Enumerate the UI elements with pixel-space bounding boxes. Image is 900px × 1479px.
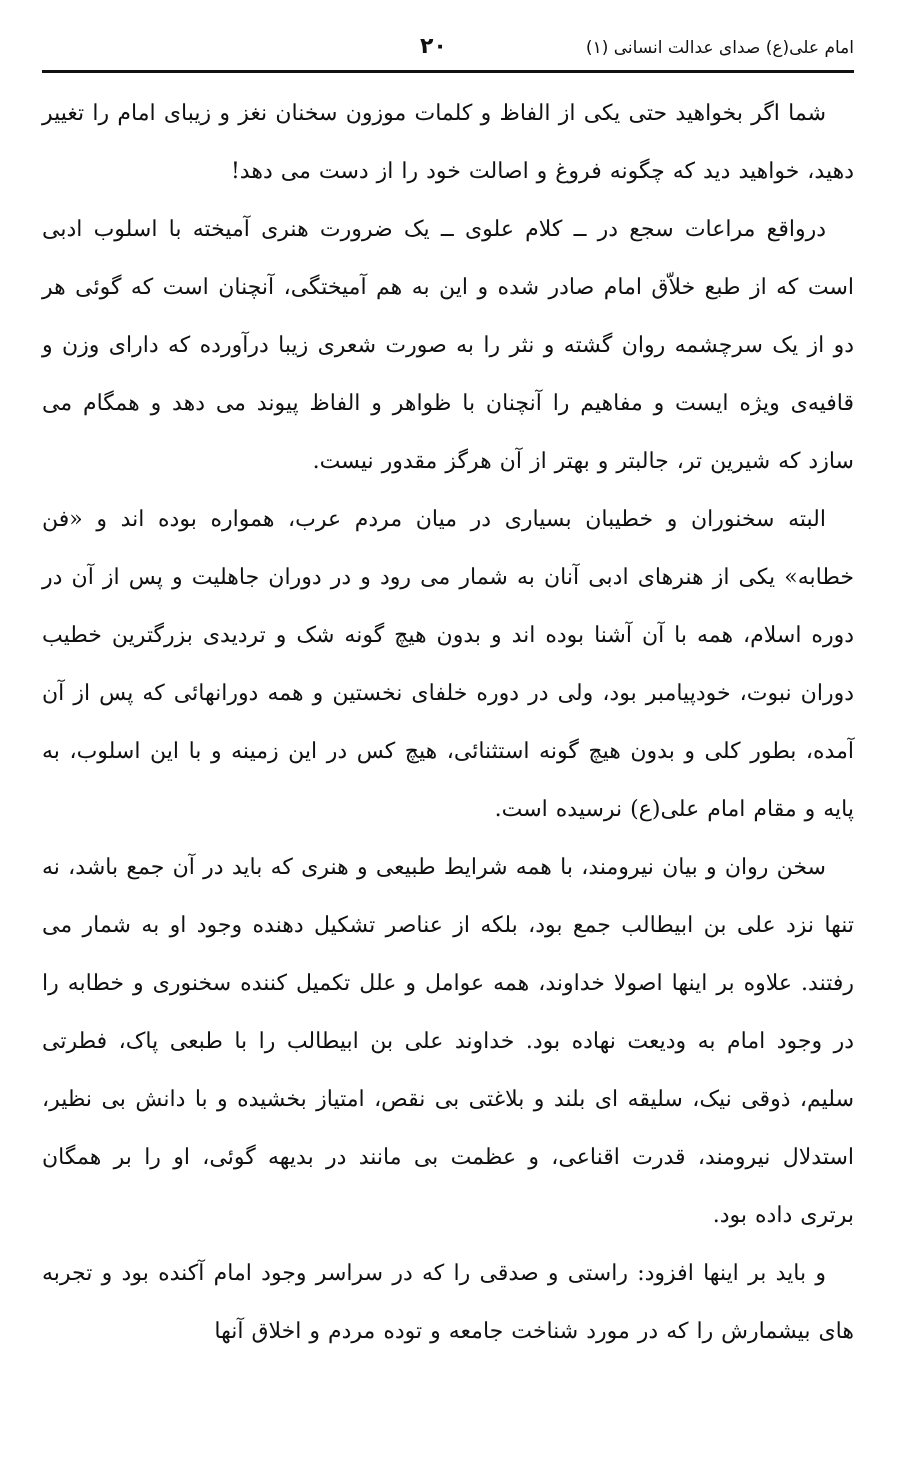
paragraph-4: سخن روان و بیان نیرومند، با همه شرایط طبیعی و هنری که باید در آن جمع باشد، نه تنها نزد علی بن ابیطالب جمع بود، بلکه از عناصر تشکیل دهنده وجود او به شمار می رفتند. علاوه بر اینها اصولا خداوند، همه عوامل و علل تکمیل کننده سخنوری و خطابه را در وجود امام به ودیعت نهاده بود. خداوند علی بن ابیطالب را با طبعی پاک، فطرتی سلیم، ذوقی نیک، سلیقه ای بلند و بلاغتی بی نقص، امتیاز بخشیده و با دانش بی نظیر، استدلال نیرومند، قدرت اقناعی، و عظمت بی مانند در بدیهه گوئی، او را بر همگان برتری داده بود. — [42, 855, 855, 1228]
body-text — [42, 85, 854, 1361]
running-header — [42, 34, 854, 73]
page-number: ۲۰ — [420, 34, 447, 59]
paragraph-2: درواقع مراعات سجع در ــ کلام علوی ــ یک ضرورت هنری آمیخته با اسلوب ادبی است که از طبع خلاّق امام صادر شده و این به هم آمیختگی، آنچنان است که گوئی هر دو از یک سرچشمه روان گشته و نثر را به صورت شعری زیبا درآورده که دارای وزن و قافیه‌ی ویژه ایست و مفاهیم را آنچنان با ظواهر و الفاظ پیوند می دهد و همگام می سازد که شیرین تر، جالبتر و بهتر از آن هرگز مقدور نیست. — [42, 217, 855, 474]
running-header-title: امام علی(ع) صدای عدالت انسانی (۱) — [585, 38, 854, 58]
paragraph-3: البته سخنوران و خطیبان بسیاری در میان مردم عرب، همواره بوده اند و «فن خطابه» یکی از هنرهای ادبی آنان به شمار می رود و در دوران جاهلیت و پس از آن در دوره اسلام، همه با آن آشنا بوده اند و بدون هیچ گونه شک و تردیدی بزرگترین خطیب دوران نبوت، خودپیامبر بود، ولی در دوره خلفای نخستین و همه دورانهائی که پس از آن آمده، بطور کلی و بدون هیچ گونه استثنائی، هیچ کس در این زمینه و با این اسلوب، به پایه و مقام امام علی(ع) نرسیده است. — [42, 507, 855, 822]
paragraph-1: شما اگر بخواهید حتی یکی از الفاظ و کلمات موزون سخنان نغز و زیبای امام را تغییر دهید، خواهید دید که چگونه فروغ و اصالت خود را از دست می دهد! — [42, 101, 854, 184]
book-page — [42, 34, 854, 1454]
paragraph-5: و باید بر اینها افزود: راستی و صدقی را که در سراسر وجود امام آکنده بود و تجربه های بیشمارش را که در مورد شناخت جامعه و توده مردم و اخلاق آنها — [42, 1261, 854, 1344]
